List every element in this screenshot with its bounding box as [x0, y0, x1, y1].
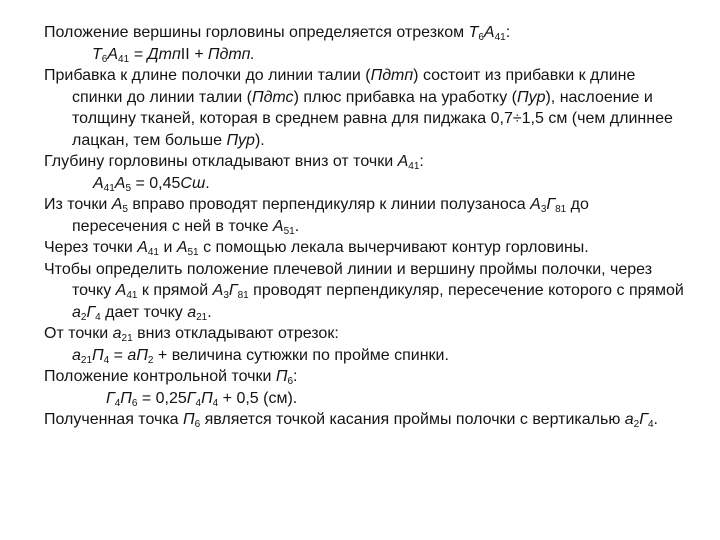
math-sub: 5 [122, 204, 128, 215]
text: к прямой [137, 282, 213, 299]
paragraph-control-point [44, 366, 684, 388]
math-var: аП [127, 346, 148, 364]
math-var: А [530, 196, 541, 213]
math-sub: 41 [408, 161, 420, 172]
math-var: П [183, 411, 195, 428]
math-var: Сш [180, 174, 206, 192]
math-expr: = [109, 346, 128, 364]
math-sub: 21 [121, 333, 133, 344]
text: От точки [44, 325, 113, 342]
math-var: А [483, 24, 495, 41]
math-var: П [92, 346, 104, 364]
math-expr: = Дтп [129, 45, 181, 63]
text: проводят перпендикуляр, пересечение которого с прямой [248, 282, 684, 299]
math-var: П [275, 368, 288, 385]
text: . [207, 303, 212, 321]
math-sub: 4 [114, 397, 121, 409]
math-var: П [120, 389, 132, 407]
math-var: а [72, 303, 81, 321]
text: дает точку [100, 303, 188, 321]
text: ), наслоение и толщину тканей, которая в среднем равна для пиджака 0,7÷1,5 см (чем длиннее лацкан, тем больше [72, 88, 673, 149]
math-sub: 51 [283, 225, 295, 237]
text: Из точки [44, 196, 112, 213]
math-sub: 6 [478, 32, 484, 43]
math-sub: 4 [95, 311, 101, 323]
math-var: А [107, 45, 119, 63]
document-body [44, 22, 684, 431]
paragraph-neck-contour [44, 237, 684, 259]
paragraph-perpendicular [44, 194, 684, 237]
math-sub: 4 [103, 354, 110, 366]
paragraph-tangent-point [44, 409, 684, 431]
math-sub: 3 [540, 204, 547, 215]
text: ) состоит из прибавки к длине спинки до линии талии ( [72, 67, 636, 106]
math-sub: 6 [194, 419, 201, 430]
math-expr: = 0,25 [137, 389, 187, 407]
text: с помощью лекала вычерчивают контур горловины. [198, 239, 589, 256]
text: ). [254, 131, 265, 149]
text: ) плюс прибавка на уработку ( [293, 88, 517, 106]
text: Положение контрольной точки [44, 368, 276, 385]
math-sub: 21 [196, 311, 208, 323]
math-var: Г [546, 196, 556, 213]
math-sub: 81 [555, 204, 567, 215]
math-sub: 41 [147, 247, 159, 258]
formula-a41a5 [44, 173, 684, 195]
text: . [205, 174, 210, 192]
formula-t6a41 [44, 44, 684, 66]
text: : [293, 368, 298, 385]
text: Прибавка к длине полочки до линии талии ( [44, 67, 371, 84]
math-sub: 2 [80, 311, 87, 323]
math-var: Г [106, 389, 115, 407]
math-var: А [176, 239, 188, 256]
math-var: Г [228, 282, 238, 299]
math-var: Пдтп [370, 67, 414, 84]
paragraph-neck-depth [44, 151, 684, 173]
math-sub: 4 [647, 419, 654, 430]
math-var: Г [186, 389, 196, 407]
text: Глубину горловины откладывают вниз от точки [44, 153, 398, 170]
text: Положение вершины горловины определяется отрезком [44, 24, 469, 41]
math-var: Т [92, 45, 102, 63]
paragraph-shoulder-line [44, 259, 684, 324]
text: : [419, 153, 424, 170]
math-var: а [112, 325, 122, 342]
text: + величина сутюжки по пройме спинки. [153, 346, 449, 364]
math-sub: 4 [195, 397, 202, 409]
math-sub: 41 [118, 53, 130, 65]
math-var: А [272, 217, 284, 235]
math-var: а [187, 303, 197, 321]
math-var: а [72, 346, 81, 364]
math-sub: 6 [131, 397, 138, 409]
math-expr: + Пдтп. [189, 45, 255, 63]
math-var: П [201, 389, 213, 407]
math-sub: 21 [80, 354, 93, 366]
math-var: Т [468, 24, 479, 41]
paragraph-allowance [44, 65, 684, 151]
text: Через точки [44, 239, 138, 256]
paragraph-segment [44, 323, 684, 345]
math-sub: 41 [126, 290, 138, 301]
formula-g4p6 [44, 388, 684, 410]
text: Полученная точка [44, 411, 184, 428]
math-var: а [624, 411, 634, 428]
text: до пересечения с ней в точке [72, 196, 589, 235]
math-var: Пур [516, 88, 546, 106]
math-var: А [137, 239, 148, 256]
math-var: А [397, 153, 409, 170]
math-sub: 3 [223, 290, 229, 301]
math-var: Пур [226, 131, 255, 149]
formula-a21p4 [44, 345, 684, 367]
math-var: А [93, 174, 104, 192]
math-sub: 6 [101, 53, 108, 65]
math-sub: 6 [287, 376, 294, 387]
math-sub: 51 [187, 247, 199, 258]
text: : [505, 24, 511, 41]
math-var: Г [86, 303, 96, 321]
math-expr: = 0,45 [131, 174, 181, 192]
math-var: Пдтс [251, 88, 294, 106]
text: является точкой касания проймы полочки с вертикалью [200, 411, 625, 428]
text: . [653, 411, 658, 428]
math-var: Г [639, 411, 648, 428]
text: Чтобы определить положение плечевой линии и вершину проймы полочки, через точку [44, 260, 653, 299]
math-sub: 41 [494, 32, 506, 43]
math-sub: 2 [633, 419, 640, 430]
math-var: А [212, 282, 224, 299]
math-var: А [115, 282, 127, 299]
math-roman: II [180, 45, 190, 63]
text: и [159, 239, 177, 256]
paragraph-neck-apex [44, 22, 684, 44]
math-sub: 5 [125, 182, 132, 194]
math-sub: 4 [212, 397, 219, 409]
math-sub: 81 [237, 290, 249, 301]
math-var: А [114, 174, 126, 192]
math-var: А [111, 196, 123, 213]
math-expr: + 0,5 (см). [218, 389, 298, 407]
math-sub: 41 [103, 182, 115, 194]
text: . [294, 217, 300, 235]
math-sub: 2 [147, 354, 154, 366]
text: вправо проводят перпендикуляр к линии полузаноса [127, 196, 531, 213]
text: вниз откладывают отрезок: [132, 325, 339, 342]
